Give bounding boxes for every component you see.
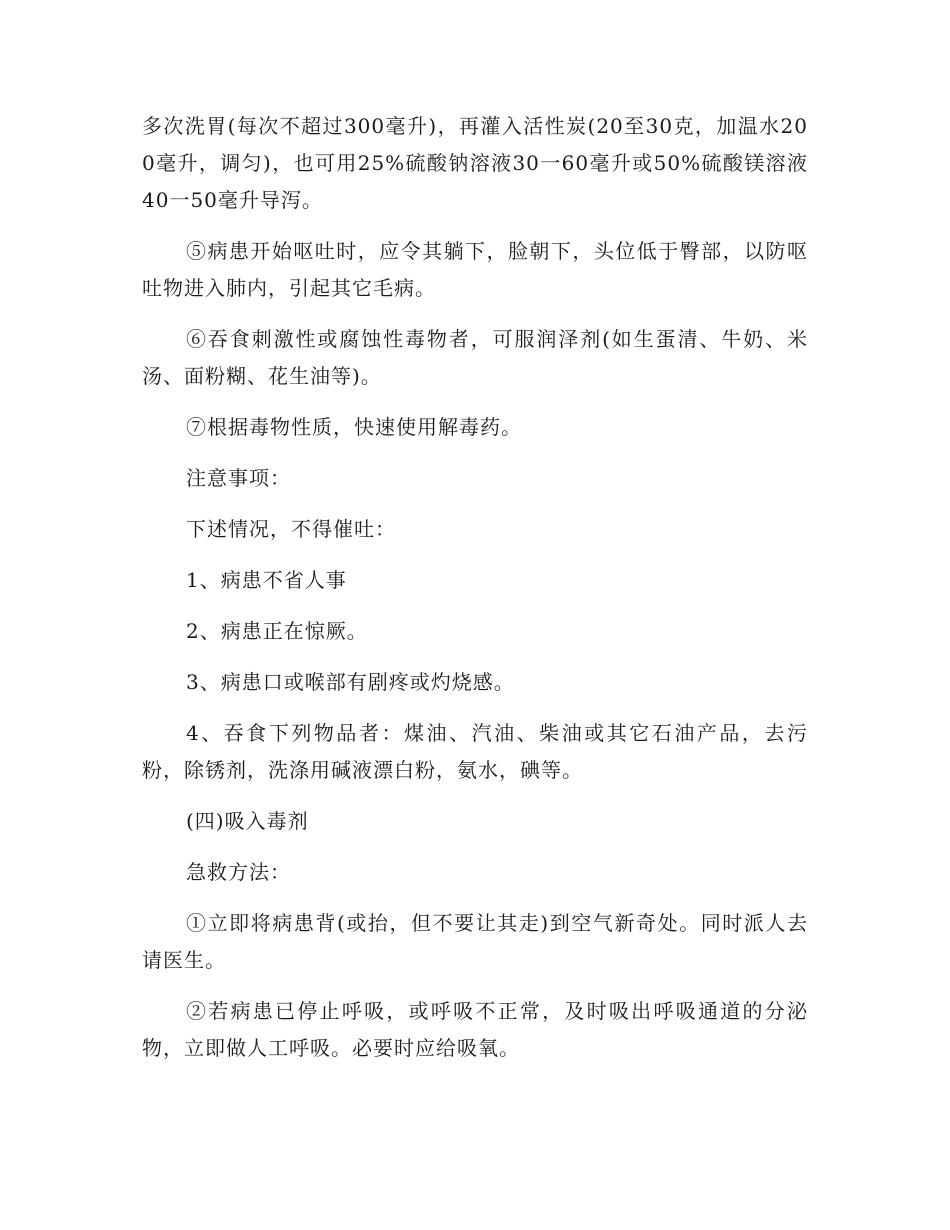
document-body <box>142 108 808 1081</box>
case-item-1: 1、病患不省人事 <box>186 568 347 592</box>
section-heading-4: (四)吸入毒剂 <box>186 809 309 833</box>
case-item-2: 2、病患正在惊厥。 <box>186 619 368 643</box>
case-item-4: 4、吞食下列物品者：煤油、汽油、柴油或其它石油产品，去污粉，除锈剂，洗涤用碱液漂白粉，氨水，碘等。 <box>142 721 808 782</box>
paragraph-step-5: ⑤病患开始呕吐时，应令其躺下，脸朝下，头位低于臀部，以防呕吐物进入肺内，引起其它毛病。 <box>142 239 808 300</box>
paragraph-step-7: ⑦根据毒物性质，快速使用解毒药。 <box>186 415 522 439</box>
case-item-3: 3、病患口或喉部有剧疼或灼烧感。 <box>186 670 515 694</box>
no-vomit-intro: 下述情况，不得催吐： <box>186 517 396 541</box>
paragraph-step-6: ⑥吞食刺激性或腐蚀性毒物者，可服润泽剂(如生蛋清、牛奶、米汤、面粉糊、花生油等)。 <box>142 327 808 388</box>
first-aid-heading: 急救方法： <box>186 860 291 884</box>
paragraph-continuation: 多次洗胃(每次不超过300毫升)，再灌入活性炭(20至30克，加温水200毫升，调匀)，也可用25%硫酸钠溶液30一60毫升或50%硫酸镁溶液40一50毫升导泻。 <box>142 114 808 212</box>
notes-heading: 注意事项： <box>186 466 291 490</box>
first-aid-step-2: ②若病患已停止呼吸，或呼吸不正常，及时吸出呼吸通道的分泌物，立即做人工呼吸。必要时应给吸氧。 <box>142 999 808 1060</box>
first-aid-step-1: ①立即将病患背(或抬，但不要让其走)到空气新奇处。同时派人去请医生。 <box>142 911 808 972</box>
